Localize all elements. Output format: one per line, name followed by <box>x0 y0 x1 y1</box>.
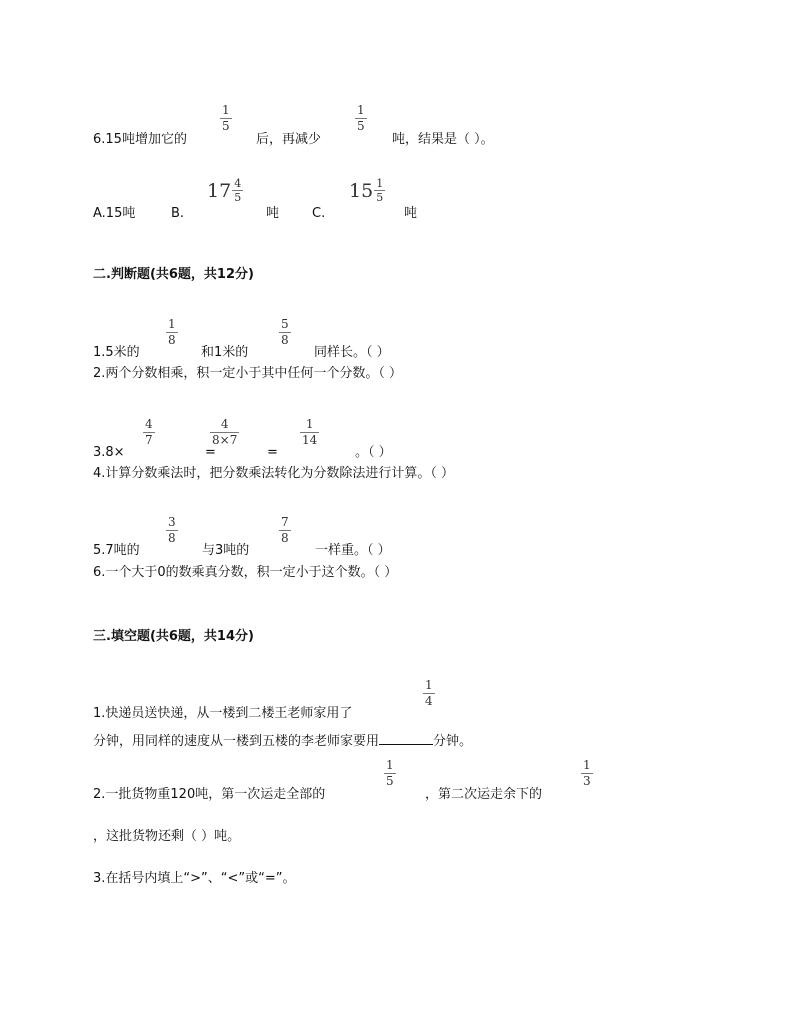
q6-text-c: 吨，结果是（ ）。 <box>392 132 494 147</box>
q6-option-a: A.15吨 <box>93 206 136 221</box>
fraction-denominator: 14 <box>302 433 318 447</box>
s3-q1-text-line2b: 分钟。 <box>433 734 473 749</box>
s3-q1-fraction-1 <box>423 679 435 708</box>
s2-q6-text: 6.一个大于0的数乘真分数，积一定小于这个数。（ ） <box>93 565 398 580</box>
fraction-numerator: 1 <box>168 317 176 331</box>
s3-q2-text-a: 2.一批货物重120吨，第一次运走全部的 <box>93 787 326 802</box>
fraction-denominator: 3 <box>583 774 591 788</box>
section-2-title: 二.判断题(共6题，共12分) <box>93 267 254 282</box>
fraction-numerator: 1 <box>583 758 591 772</box>
fraction-denominator: 8 <box>281 531 289 545</box>
s3-q2-fraction-2 <box>581 759 593 788</box>
q6-option-c-unit: 吨 <box>404 206 418 221</box>
fraction-denominator: 8×7 <box>212 433 238 447</box>
q6-text-a: 6.15吨增加它的 <box>93 132 187 147</box>
fraction-denominator: 5 <box>234 191 242 204</box>
s2-q5-fraction-1 <box>166 516 178 545</box>
fraction-numerator: 1 <box>305 417 314 431</box>
s3-q3-text: 3.在括号内填上“>”、“<”或“=”。 <box>93 871 296 886</box>
s2-q5-fraction-2 <box>279 516 291 545</box>
s2-q5-text-a: 5.7吨的 <box>93 543 140 558</box>
s2-q3-text-a: 3.8× <box>93 445 125 460</box>
fraction-denominator: 8 <box>168 333 176 347</box>
q6-text-b: 后，再减少 <box>256 132 322 147</box>
s3-q1-text-a: 1.快递员送快递，从一楼到二楼王老师家用了 <box>93 706 353 721</box>
q6-option-b-label: B. <box>171 206 185 221</box>
mixed-fraction <box>232 178 243 203</box>
fraction-numerator: 4 <box>220 417 229 431</box>
fraction-numerator: 5 <box>281 317 289 331</box>
q6-fraction-1 <box>220 104 232 133</box>
s2-q3-equals-2: = <box>267 445 278 460</box>
s2-q3-text-c: 。（ ） <box>355 445 392 460</box>
fraction-denominator: 8 <box>281 333 289 347</box>
q6-option-b-mixed-number <box>207 178 243 203</box>
answer-blank[interactable] <box>379 732 433 745</box>
s3-q2-fraction-1 <box>384 759 396 788</box>
s2-q3-fraction-1 <box>143 418 155 447</box>
fraction-numerator: 1 <box>425 678 433 692</box>
s2-q5-text-b: 与3吨的 <box>202 543 250 558</box>
s2-q1-text-a: 1.5米的 <box>93 345 140 360</box>
fraction-numerator: 4 <box>234 177 242 190</box>
section-3-title: 三.填空题(共6题，共14分) <box>93 629 254 644</box>
s2-q3-fraction-2 <box>210 418 239 447</box>
fraction-numerator: 4 <box>145 417 153 431</box>
s2-q3-equals-1: = <box>205 445 216 460</box>
s2-q1-text-b: 和1米的 <box>201 345 249 360</box>
fraction-numerator: 3 <box>168 515 176 529</box>
mixed-whole: 17 <box>207 179 232 202</box>
q6-fraction-2 <box>355 104 367 133</box>
fraction-numerator: 1 <box>222 103 230 117</box>
fraction-denominator: 7 <box>145 433 153 447</box>
q6-option-c-mixed-number <box>349 178 385 203</box>
fraction-denominator: 5 <box>376 191 384 204</box>
mixed-fraction <box>374 178 385 203</box>
fraction-numerator: 1 <box>376 177 384 190</box>
fraction-denominator: 5 <box>386 774 394 788</box>
s2-q2-text: 2.两个分数相乘，积一定小于其中任何一个分数。（ ） <box>93 366 403 381</box>
s2-q5-text-c: 一样重。（ ） <box>315 543 391 558</box>
s3-q1-line-2 <box>93 732 472 750</box>
s2-q1-fraction-1 <box>166 318 178 347</box>
fraction-numerator: 7 <box>281 515 289 529</box>
s3-q1-text-line2a: 分钟，用同样的速度从一楼到五楼的李老师家要用 <box>93 734 380 749</box>
fraction-denominator: 5 <box>222 119 230 133</box>
fraction-denominator: 8 <box>168 531 176 545</box>
q6-option-c-label: C. <box>312 206 326 221</box>
q6-option-b-unit: 吨 <box>266 206 280 221</box>
s2-q1-text-c: 同样长。（ ） <box>314 345 390 360</box>
fraction-numerator: 1 <box>386 758 394 772</box>
fraction-denominator: 5 <box>357 119 365 133</box>
s3-q2-text-b: ，第二次运走余下的 <box>425 787 543 802</box>
fraction-denominator: 4 <box>425 694 433 708</box>
fraction-numerator: 1 <box>357 103 365 117</box>
s2-q3-fraction-3 <box>300 418 319 447</box>
s2-q1-fraction-2 <box>279 318 291 347</box>
s2-q4-text: 4.计算分数乘法时，把分数乘法转化为分数除法进行计算。（ ） <box>93 466 455 481</box>
mixed-whole: 15 <box>349 179 374 202</box>
s3-q2-text-c: ，这批货物还剩（ ）吨。 <box>93 829 241 844</box>
